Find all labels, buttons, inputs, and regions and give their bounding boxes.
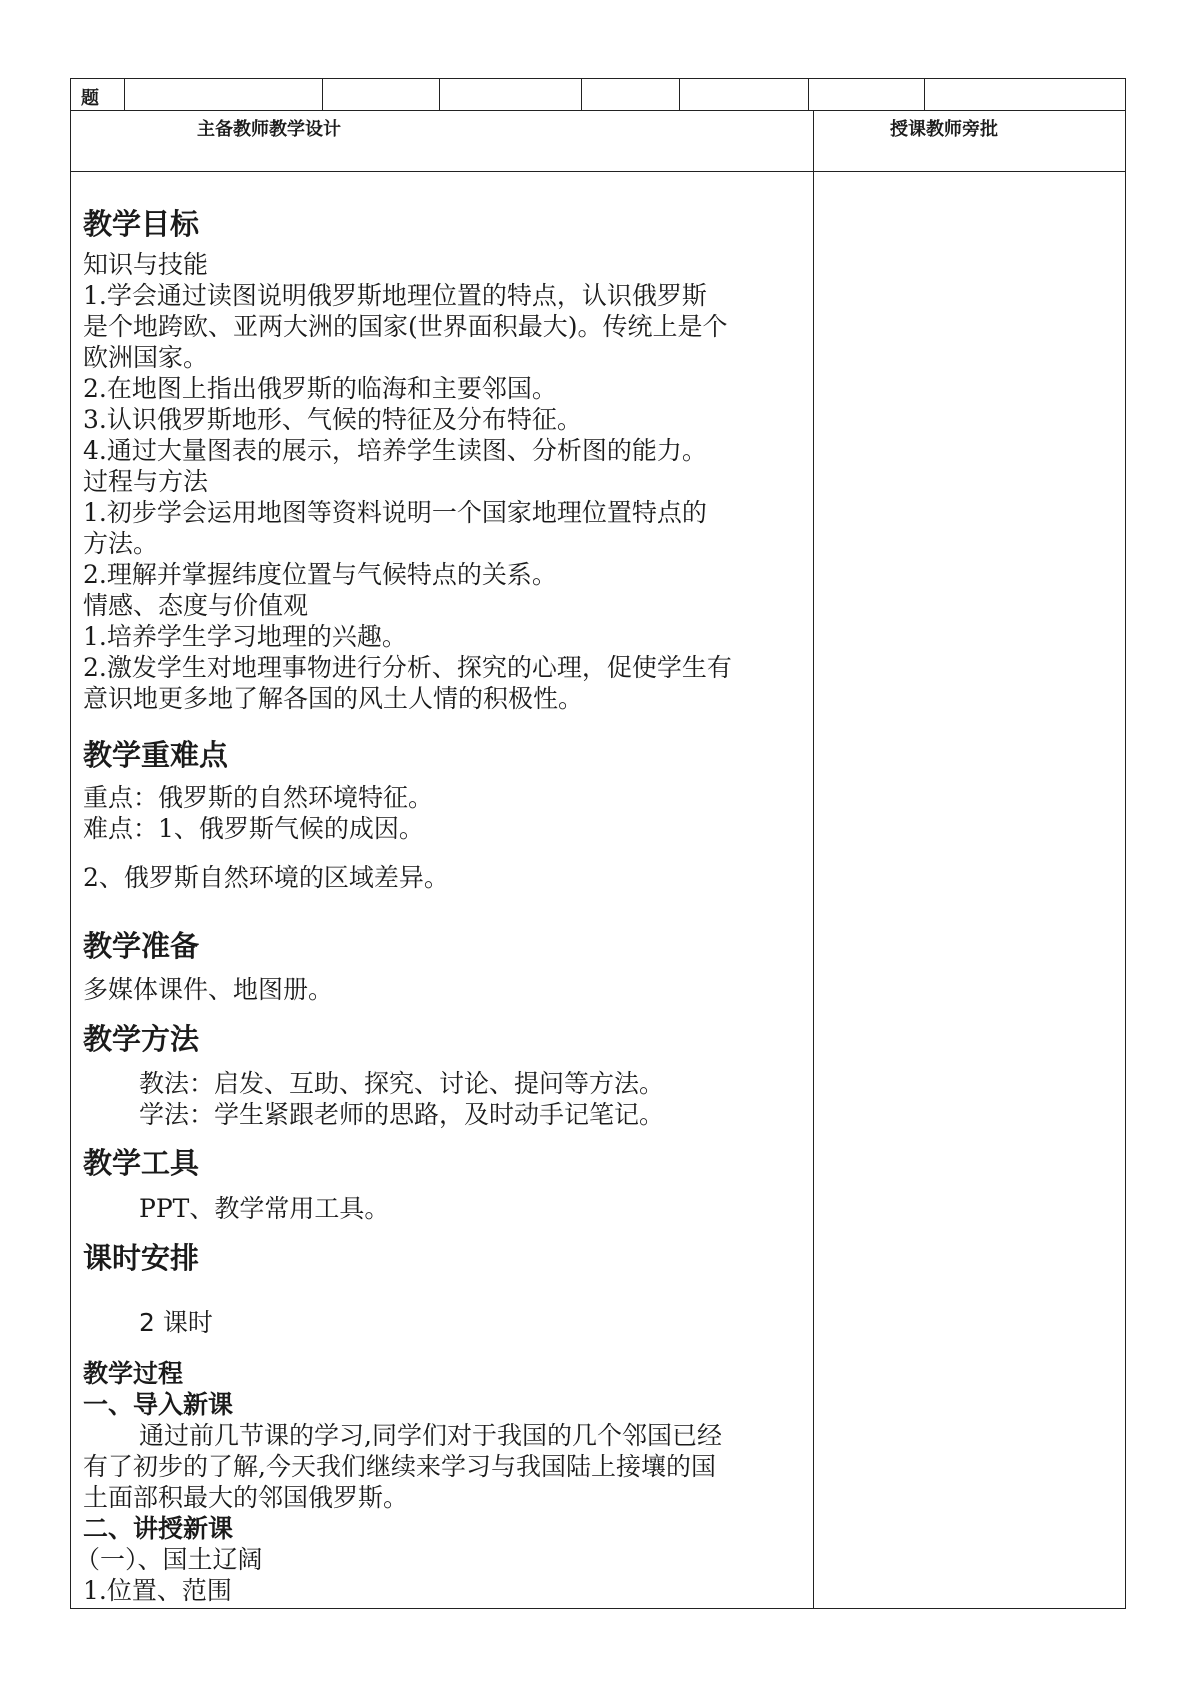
process-item-1a: 1.初步学会运用地图等资料说明一个国家地理位置特点的 xyxy=(83,498,707,527)
lesson-plan-table xyxy=(70,78,1126,1609)
topic-cell-4 xyxy=(582,79,680,110)
topic-cell-2 xyxy=(323,79,440,110)
keypoints-heading: 教学重难点 xyxy=(83,738,229,772)
lesson-content-cell xyxy=(71,172,814,1608)
section-2-title: 二、讲授新课 xyxy=(83,1514,234,1543)
emotion-title: 情感、态度与价值观 xyxy=(83,591,309,620)
process-item-2: 2.理解并掌握纬度位置与气候特点的关系。 xyxy=(83,560,557,589)
topic-label-cell xyxy=(71,79,125,110)
subsection-1-item-1: 1.位置、范围 xyxy=(83,1576,232,1605)
tools-heading: 教学工具 xyxy=(83,1146,200,1180)
topic-cell-3 xyxy=(440,79,582,110)
difficulty-2: 2、俄罗斯自然环境的区域差异。 xyxy=(83,863,449,892)
knowledge-title: 知识与技能 xyxy=(83,250,209,279)
schedule-text: 2 课时 xyxy=(139,1308,213,1337)
process-title: 过程与方法 xyxy=(83,467,209,496)
tools-text: PPT、教学常用工具。 xyxy=(139,1194,390,1223)
knowledge-item-1b: 是个地跨欧、亚两大洲的国家(世界面积最大)。传统上是个 xyxy=(83,312,728,341)
section-1-line-c: 土面部积最大的邻国俄罗斯。 xyxy=(83,1483,409,1512)
methods-heading: 教学方法 xyxy=(83,1022,200,1056)
topic-cell-6 xyxy=(809,79,925,110)
learning-method: 学法：学生紧跟老师的思路，及时动手记笔记。 xyxy=(139,1100,665,1129)
prep-heading: 教学准备 xyxy=(83,929,200,963)
topic-row xyxy=(71,79,1125,111)
knowledge-item-2: 2.在地图上指出俄罗斯的临海和主要邻国。 xyxy=(83,374,557,403)
emotion-item-1: 1.培养学生学习地理的兴趣。 xyxy=(83,622,407,651)
knowledge-item-1c: 欧洲国家。 xyxy=(83,343,209,372)
key-point: 重点：俄罗斯的自然环境特征。 xyxy=(83,783,434,812)
body-row xyxy=(71,172,1125,1608)
knowledge-item-3: 3.认识俄罗斯地形、气候的特征及分布特征。 xyxy=(83,405,582,434)
subsection-1-title: （一）、国土辽阔 xyxy=(75,1545,263,1574)
topic-label: 题 xyxy=(81,88,99,109)
teacher-notes-heading: 授课教师旁批 xyxy=(890,119,998,140)
process-heading: 教学过程 xyxy=(83,1359,184,1388)
emotion-item-2a: 2.激发学生对地理事物进行分析、探究的心理，促使学生有 xyxy=(83,653,732,682)
main-teacher-design-heading: 主备教师教学设计 xyxy=(197,119,341,140)
schedule-heading: 课时安排 xyxy=(83,1241,200,1275)
section-1-line-a: 通过前几节课的学习,同学们对于我国的几个邻国已经 xyxy=(139,1421,722,1450)
knowledge-item-1a: 1.学会通过读图说明俄罗斯地理位置的特点，认识俄罗斯 xyxy=(83,281,707,310)
objectives-heading: 教学目标 xyxy=(83,207,200,241)
process-item-1b: 方法。 xyxy=(83,529,159,558)
section-1-line-b: 有了初步的了解,今天我们继续来学习与我国陆上接壤的国 xyxy=(83,1452,716,1481)
emotion-item-2b: 意识地更多地了解各国的风土人情的积极性。 xyxy=(83,684,584,713)
topic-cell-5 xyxy=(680,79,809,110)
topic-cell-1 xyxy=(125,79,323,110)
header-left-cell xyxy=(71,111,814,171)
section-1-title: 一、导入新课 xyxy=(83,1390,234,1419)
difficulty-1: 难点：1、俄罗斯气候的成因。 xyxy=(83,814,424,843)
knowledge-item-4: 4.通过大量图表的展示，培养学生读图、分析图的能力。 xyxy=(83,436,707,465)
teaching-method: 教法：启发、互助、探究、讨论、提问等方法。 xyxy=(139,1069,665,1098)
header-row xyxy=(71,111,1125,172)
prep-text: 多媒体课件、地图册。 xyxy=(83,975,334,1004)
